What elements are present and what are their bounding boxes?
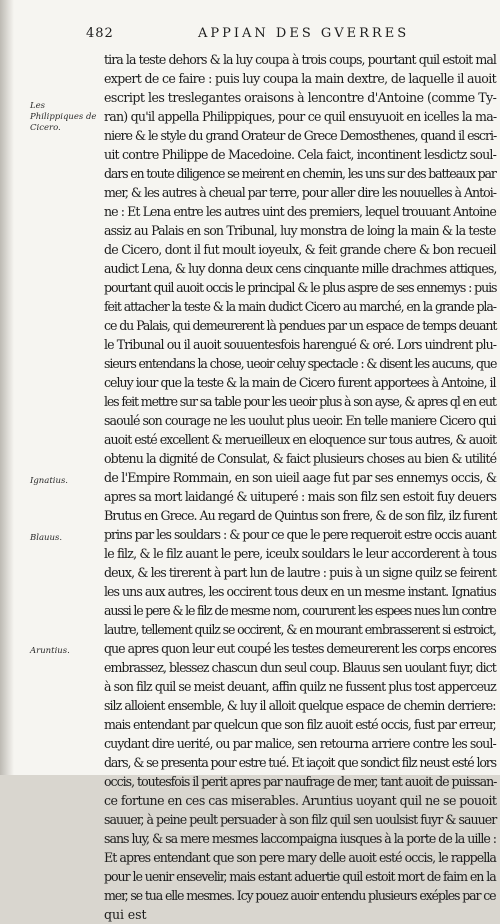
text-line: les uns aux autres, les occirent tous deux en un mesme instant. Ignatius <box>104 584 496 599</box>
text-line: silz alloient ensemble, & luy il alloit quelque espace de chemin derriere: <box>104 698 496 713</box>
text-line: occis, toutesfois il perit apres par naufrage de mer, tant auoit de puissan- <box>104 774 497 789</box>
text-line: le Tribunal ou il auoit souuentesfois harengué & oré. Lors uindrent plu- <box>104 337 497 352</box>
margin-note: Aruntius. <box>30 646 70 656</box>
text-line: uit contre Philippe de Macedoine. Cela faict, incontinent lesdictz soul- <box>104 147 497 162</box>
page-number: 482 <box>86 26 114 41</box>
text-line: les feit mettre sur sa table pour les ueoir plus à son ayse, & apres ql en eut <box>104 394 496 409</box>
text-line: mer, se tua elle mesmes. Icy pouez auoir entendu plusieurs exéples par ce <box>104 888 496 903</box>
text-line: escript les treslegantes oraisons à lencontre d'Antoine (comme Ty- <box>104 90 497 105</box>
text-line: sans luy, & sa mere mesmes laccompaigna iusques à la porte de la uille : <box>104 831 497 846</box>
text-line: de Cicero, dont il fut moult ioyeulx, & feit grande chere & bon recueil <box>104 242 496 257</box>
text-line: celuy iour que la teste & la main de Cicero furent apportees à Antoine, il <box>104 375 496 390</box>
text-line: audict Lena, & luy donna deux cens cinquante mille drachmes attiques, <box>104 261 497 276</box>
text-line: qui est <box>104 907 147 922</box>
body-text <box>104 50 496 924</box>
text-line: dars en toute diligence se meirent en chemin, les uns sur des batteaux par <box>104 166 496 181</box>
margin-note: Les Philippiques de Cicero. <box>30 101 97 133</box>
text-line: prins par les souldars : & pour ce que le pere requeroit estre occis auant <box>104 527 496 542</box>
text-line: ne : Et Lena entre les autres uint des premiers, lequel trouuant Antoine <box>104 204 496 219</box>
text-line: mais entendant par quelcun que son filz auoit esté occis, fust par erreur, <box>104 717 496 732</box>
text-line: sieurs entendans la chose, ueoir celuy spectacle : & disent les aucuns, que <box>104 356 497 371</box>
text-line: embrassez, blessez chascun dun seul coup. Blauus sen uoulant fuyr, dict <box>104 660 496 675</box>
page-header <box>86 26 496 48</box>
text-line: Et apres entendant que son pere mary delle auoit esté occis, le rappella <box>104 850 496 865</box>
text-line: mer, & les autres à cheual par terre, pour aller dire les nouuelles à Antoi- <box>104 185 496 200</box>
text-line: saoulé son courage ne les uoulut plus ueoir. En telle maniere Cicero qui <box>104 413 496 428</box>
text-line: niere & le style du grand Orateur de Grece Demosthenes, quand il escri- <box>104 128 497 143</box>
text-line: deux, & les tirerent à part lun de lautre : puis à un signe quilz se feirent <box>104 565 496 580</box>
text-line: pour le uenir ensevelir, mais estant aduertie quil estoit mort de faim en la <box>104 869 496 884</box>
text-line: à son filz quil se meist deuant, affin quilz ne fussent plus tost apperceuz <box>104 679 496 694</box>
text-line: expert de ce faire : puis luy coupa la main dextre, de laquelle il auoit <box>104 71 496 86</box>
margin-notes <box>0 0 98 775</box>
text-line: ce fortune en ces cas miserables. Aruntius uoyant quil ne se pouoit <box>104 793 497 808</box>
text-line: lautre, tellement quilz se occirent, & en mourant embrasserent si estroict, <box>104 622 496 637</box>
text-line: apres sa mort laidangé & uituperé : mais son filz sen estoit fuy deuers <box>104 489 497 504</box>
text-line: que apres quon leur eut coupé les testes demeurerent les corps encores <box>104 641 496 656</box>
margin-note: Ignatius. <box>30 476 69 486</box>
text-line: aussi le pere & le filz de mesme nom, coururent les espees nues lun contre <box>104 603 496 618</box>
text-line: sauuer, à peine peult persuader à son filz quil sen uoulsist fuyr & sauuer <box>104 812 497 827</box>
text-line: Brutus en Grece. Au regard de Quintus son frere, & de son filz, ilz furent <box>104 508 497 523</box>
text-line: auoit esté excellent & merueilleux en eloquence sur tous autres, & auoit <box>104 432 497 447</box>
text-line: de l'Empire Rommain, en son uieil aage fut par ses ennemys occis, & <box>104 470 497 485</box>
running-title: APPIAN DES GVERRES <box>198 26 410 41</box>
text-line: cuydant dire uerité, ou par malice, sen retourna arriere contre les soul- <box>104 736 496 751</box>
text-line: ce du Palais, qui demeurerent là pendues par un espace de temps deuant <box>104 318 497 333</box>
text-line: le filz, & le filz auant le pere, iceulx souldars le leur accorderent à tous <box>104 546 497 561</box>
text-line: pourtant quil auoit occis le principal & le plus aspre de ses ennemys : puis <box>104 280 497 295</box>
text-line: feit attacher la teste & la main dudict Cicero au marché, en la grande pla- <box>104 299 496 314</box>
text-line: dars, & se presenta pour estre tué. Et iaçoit que sondict filz neust esté lors <box>104 755 496 770</box>
text-line: obtenu la dignité de Consulat, & faict plusieurs choses au bien & utilité <box>104 451 497 466</box>
margin-note: Blauus. <box>30 533 63 543</box>
text-line: ran) qu'il appella Philippiques, pour ce quil ensuyuoit en icelles la ma- <box>104 109 497 124</box>
text-line: assiz au Palais en son Tribunal, luy monstra de loing la main & la teste <box>104 223 496 238</box>
text-line: tira la teste dehors & la luy coupa à trois coups, pourtant quil estoit mal <box>104 52 497 67</box>
